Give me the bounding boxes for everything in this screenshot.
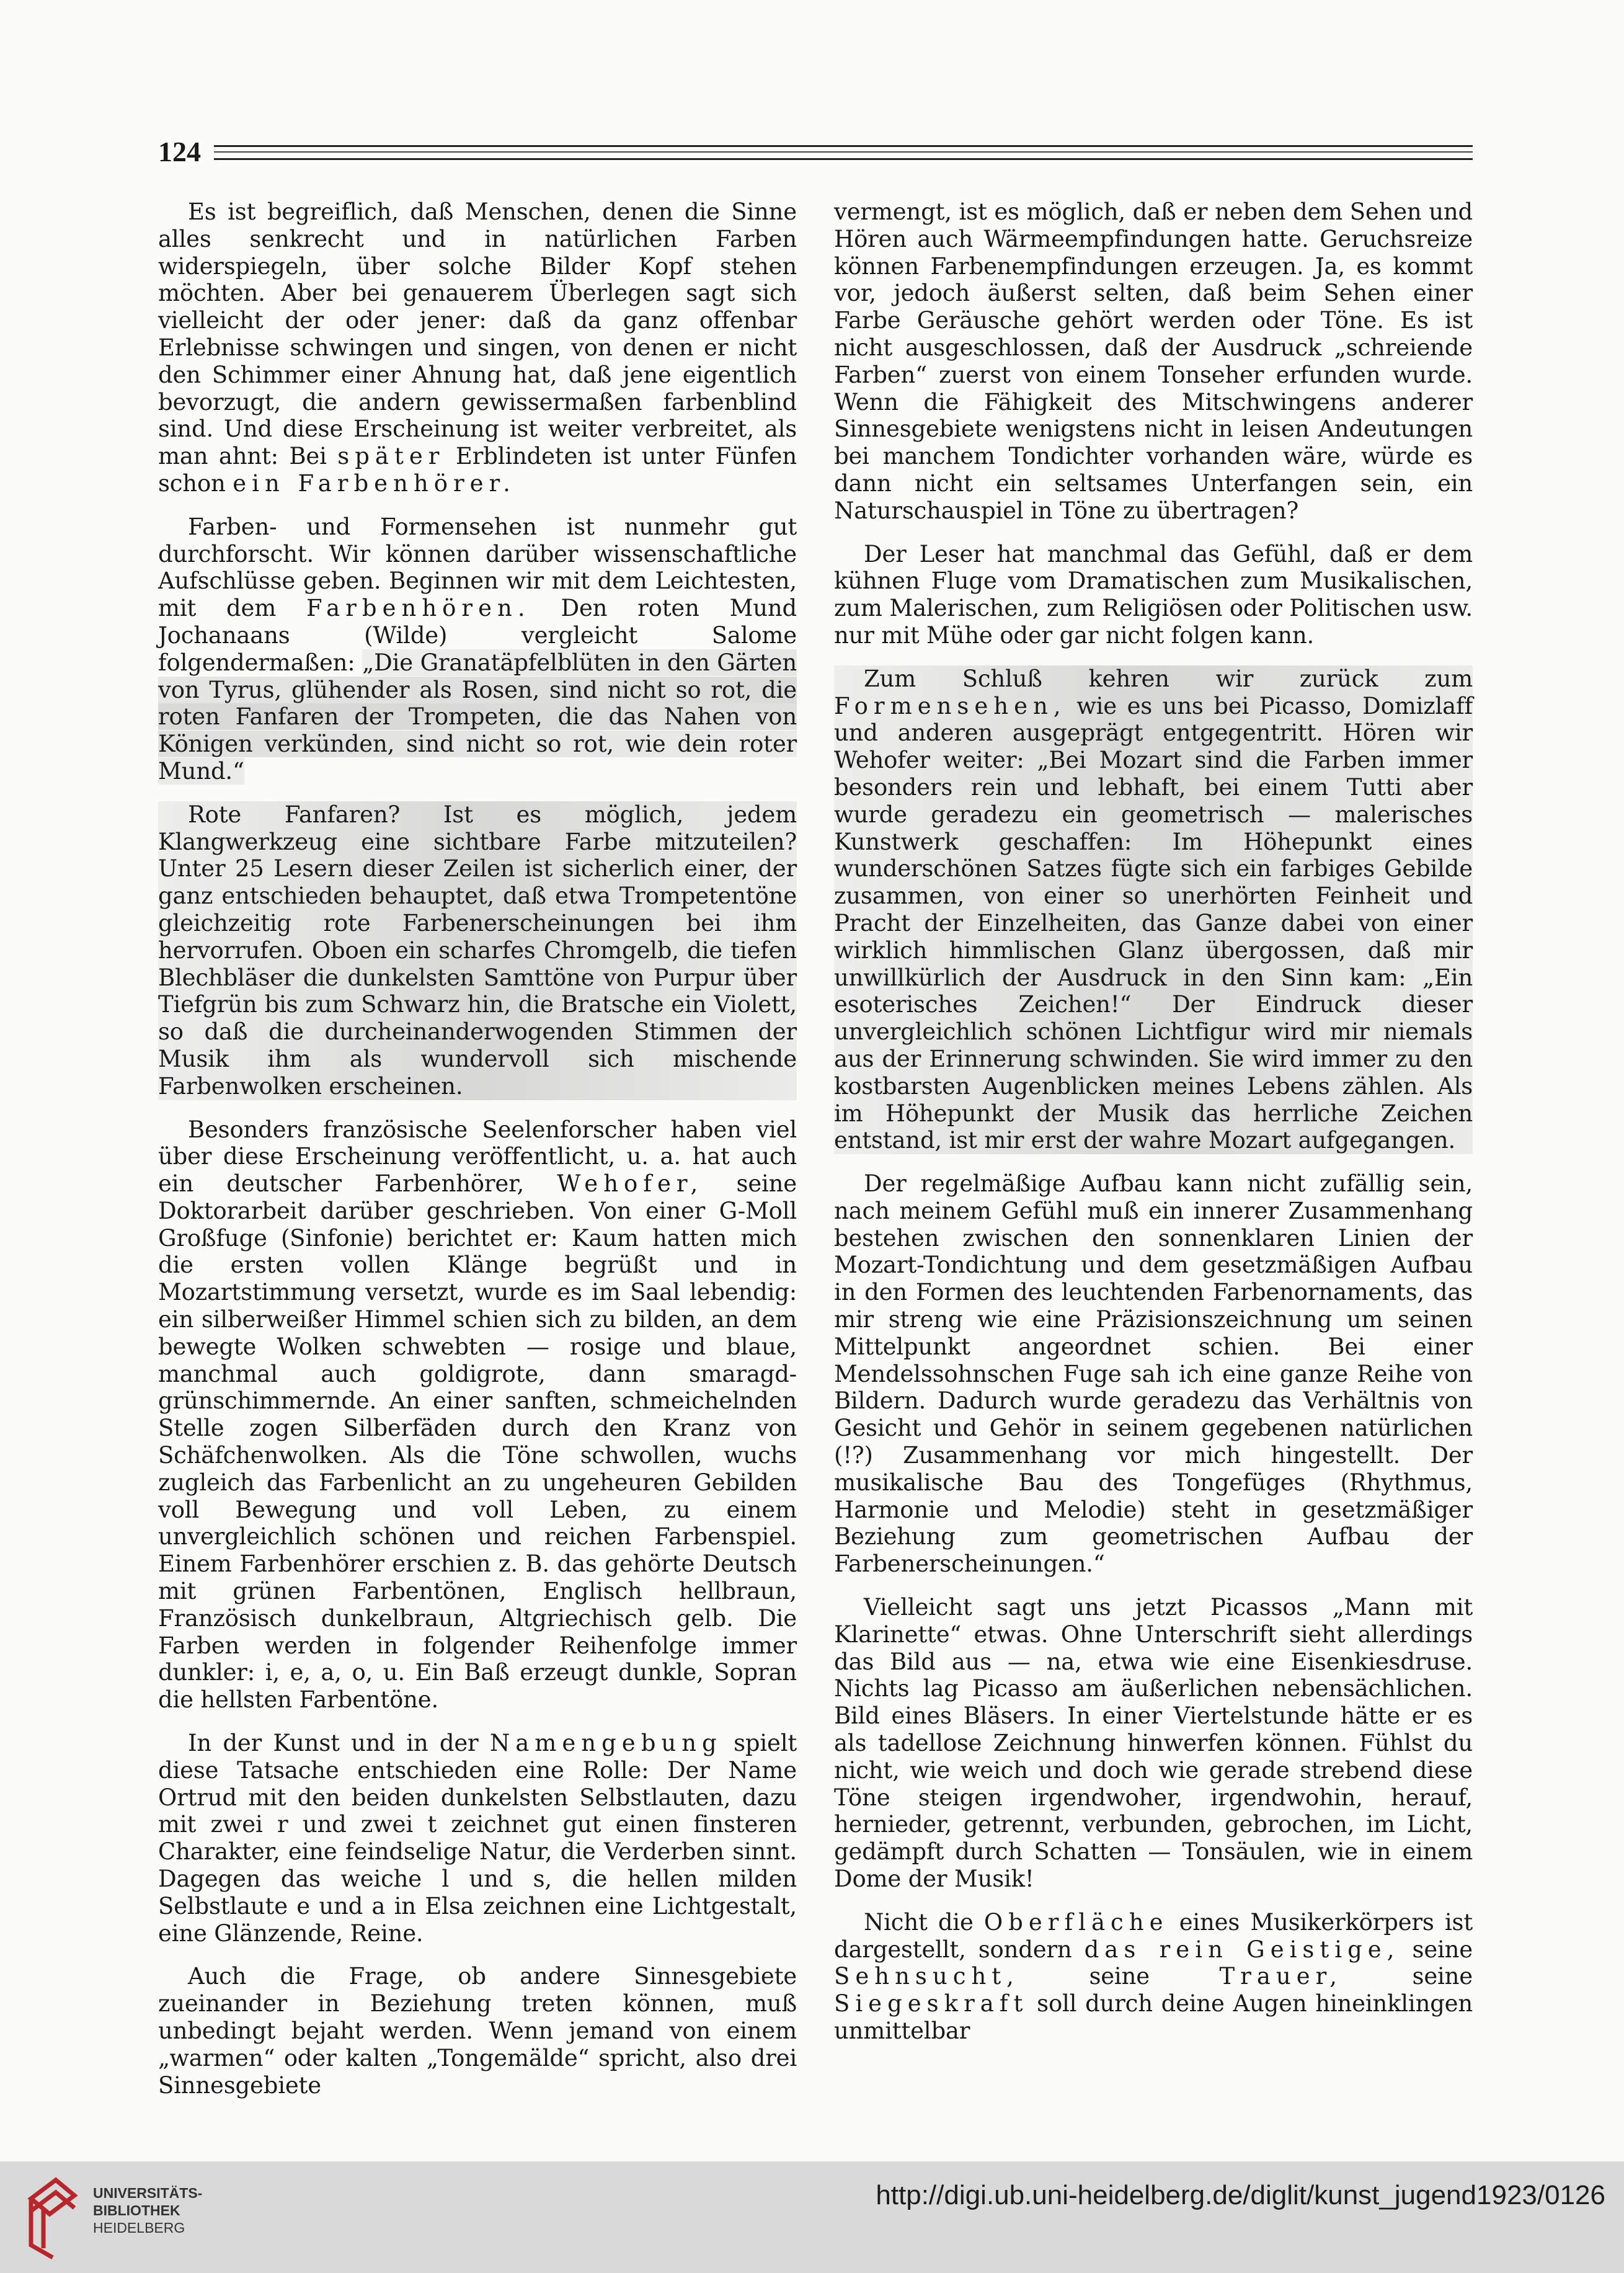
text-run: Besonders französische Seelenforscher haben viel über diese Erscheinung veröffentlicht, u. a. hat auch ein deutscher Farbenhörer,	[158, 1116, 797, 1198]
right-paragraph-6	[834, 1909, 1473, 2045]
text-run: eines Musikerkörpers ist dargestellt, sondern	[834, 1908, 1473, 1963]
text-run: seine Doktorarbeit darüber geschrieben. Von einer G-Moll Großfuge (Sinfonie) berichtet er: Kaum hatten mich die ersten vollen Klänge begrüßt und in Mozartstimmung versetzt, wurde es im Saal lebendig: ein silberweißer Himmel schien sich zu bilden, an dem bewegte Wolken schwebten — rosige und blaue, manchmal auch goldigrote, dann smaragd-grünschimmernde. An einer sanften, schmeichelnden Stelle zogen Silberfäden durch den Kranz von Schäfchenwolken. Als die Töne schwollen, wuchs zugleich das Farbenlicht an zu ungeheuren Gebilden voll Bewegung und voll Leben, zu einem unvergleichlich schönen und reichen Farbenspiel. Einem Farbenhörer erschien z. B. das gehörte Deutsch mit grünen Farbentönen, Englisch hellbraun, Französisch dunkelbraun, Altgriechisch gelb. Die Farben werden in folgender Reihenfolge immer dunkler: i, e, a, o, u. Ein Baß erzeugt dunkle, Sopran die hellsten Farbentöne.	[158, 1170, 797, 1714]
left-paragraph-1	[158, 198, 797, 497]
right-paragraph-4: Der regelmäßige Aufbau kann nicht zufällig sein, nach meinem Gefühl muß ein innerer Zusammenhang bestehen zwischen den sonnenklaren Linien der Mozart-Tondichtung und dem gesetzmäßigen Aufbau in den Formen des leuchtenden Farbenornaments, das mir streng wie eine Präzisionszeichnung um seinen Mittelpunkt angeordnet schien. Bei einer Mendelssohnschen Fuge sah ich eine ganze Reihe von Bildern. Dadurch wurde geradezu das Verhältnis von Gesicht und Gehör in seinem gegebenen natürlichen (!?) Zusammenhang vor mich hingestellt. Der musikalische Bau des Tongefüges (Rhythmus, Harmonie und Melodie) steht in gesetzmäßiger Beziehung zum geometrischen Aufbau der Farbenerscheinungen.“	[834, 1170, 1473, 1578]
text-run: Nicht die	[864, 1908, 974, 1936]
header-rule	[214, 145, 1473, 160]
left-paragraph-5	[158, 1730, 797, 1947]
spaced-emphasis: ein Farbenhörer.	[233, 469, 516, 497]
library-name-line-3: HEIDELBERG	[93, 2220, 185, 2236]
text-run: Es ist begreiflich, daß Menschen, denen die Sinne alles senkrecht und in natürlichen Farben widerspiegeln, über solche Bilder Kopf stehen möchten. Aber bei genauerem Überlegen sagt sich vielleicht der oder jener: daß da ganz offenbar Erlebnisse schwingen und singen, von denen er nicht den Schimmer einer Ahnung hat, daß jene eigentlich bevorzugt, die andern gewissermaßen farbenblind sind. Und diese Erscheinung ist weiter verbreitet, als man ahnt: Bei	[158, 198, 797, 470]
right-paragraph-3	[834, 665, 1473, 1154]
page-header	[158, 136, 1473, 167]
spaced-emphasis: das rein Geistige,	[1084, 1936, 1400, 1963]
text-run: wie es uns bei Picasso, Domizlaff und anderen ausgeprägt entgegentritt. Hören wir Wehofer weiter: „Bei Mozart sind die Farben immer besonders rein und lebhaft, bei einem Tutti aber wurde geradezu ein geometrisch — malerisches Kunstwerk geschaffen: Im Höhepunkt eines wunderschönen Satzes fügte sich ein farbiges Gebilde zusammen, von einer so unerhörten Feinheit und Pracht der Einzelheiten, das Ganze dabei von einer wirklich himmlischen Glanz übergossen, daß mir unwillkürlich der Ausdruck in den Sinn kam: „Ein esoterisches Zeichen!“ Der Eindruck dieser unvergleichlich schönen Lichtfigur wird mir niemals aus der Erinnerung schwinden. Sie wird immer zu den kostbarsten Augenblicken meines Lebens zählen. Als im Höhepunkt der Musik das herrliche Zeichen entstand, ist mir erst der wahre Mozart aufgegangen.	[834, 692, 1473, 1154]
text-run: soll durch deine Augen hineinklingen unmittelbar	[834, 1990, 1473, 2044]
spaced-emphasis: Sehnsucht,	[834, 1963, 1019, 1990]
left-paragraph-4	[158, 1116, 797, 1714]
spaced-emphasis: Siegeskraft	[834, 1990, 1029, 2017]
salome-quote: „Die Granatäpfelblüten in den Gärten von Tyrus, glühender als Rosen, sind nicht so rot, die roten Fanfaren der Trompeten, die das Nahen von Königen verkünden, sind nicht so rot, wie dein roter Mund.“	[158, 649, 797, 785]
text-run: Zum Schluß kehren wir zurück zum	[864, 665, 1473, 692]
text-run: Den roten Mund Jochanaans (Wilde) vergleicht Salome folgendermaßen:	[158, 595, 797, 676]
library-name-line-1: UNIVERSITÄTS-	[93, 2185, 203, 2201]
text-run: In der Kunst und in der	[188, 1730, 479, 1757]
page-number: 124	[158, 136, 201, 167]
heidelberg-library-logo-icon	[19, 2174, 87, 2261]
text-run: seine	[1412, 1936, 1473, 1963]
library-name-line-2: BIBLIOTHEK	[93, 2202, 180, 2218]
left-paragraph-3: Rote Fanfaren? Ist es möglich, jedem Klangwerkzeug eine sichtbare Farbe mitzuteilen? Unter 25 Lesern dieser Zeilen ist sicherlich einer, der ganz entschieden behauptet, daß etwa Trompetentöne gleichzeitig rote Farbenerscheinungen bei ihm hervorrufen. Oboen ein scharfes Chromgelb, die tiefen Blechbläser die dunkelsten Samttöne von Purpur über Tiefgrün bis zum Schwarz hin, die Bratsche ein Violett, so daß die durcheinanderwogenden Stimmen der Musik ihm als wundervoll sich mischende Farbenwolken erscheinen.	[158, 801, 797, 1100]
text-run: spielt diese Tatsache entschieden eine Rolle: Der Name Ortrud mit den beiden dunkelsten Selbstlauten, dazu mit zwei r und zwei t zeichnet gut einen finsteren Charakter, eine feindselige Natur, die Verderben sinnt. Dagegen das weiche l und s, die hellen milden Selbstlaute e und a in Elsa zeichnen eine Lichtgestalt, eine Glänzende, Reine.	[158, 1730, 797, 1947]
right-paragraph-5: Vielleicht sagt uns jetzt Picassos „Mann mit Klarinette“ etwas. Ohne Unterschrift sieht allerdings das Bild aus — na, etwa wie eine Eisenkiesdruse. Nichts lag Picasso am äußerlichen nebensächlichen. Bild eines Bläsers. In einer Viertelstunde hätte er es als tadellose Zeichnung hinwerfen können. Fühlst du nicht, wie weich und doch wie gerade strebend diese Töne steigen irgendwoher, irgendwohin, herauf, hernieder, getrennt, verbunden, gebrochen, im Licht, gedämpft durch Schatten — Tonsäulen, wie in einem Dome der Musik!	[834, 1594, 1473, 1893]
library-name	[93, 2184, 202, 2236]
text-run: Farben- und Formensehen ist nunmehr gut durchforscht. Wir können darüber wissenschaftliche Aufschlüsse geben. Beginnen wir mit dem Leichtesten, mit dem	[158, 513, 797, 622]
spaced-emphasis: Farbenhören.	[306, 595, 531, 622]
left-column	[158, 198, 797, 2099]
text-run: seine	[1089, 1963, 1150, 1990]
left-paragraph-2	[158, 514, 797, 785]
text-run: Erblindeten ist unter Fünfen schon	[158, 443, 797, 497]
spaced-emphasis: Formensehen,	[834, 692, 1067, 719]
footer-bar	[0, 2161, 1624, 2273]
right-paragraph-2: Der Leser hat manchmal das Gefühl, daß er dem kühnen Fluge vom Dramatischen zum Musikalischen, zum Malerischen, zum Religiösen oder Politischen usw. nur mit Mühe oder gar nicht folgen kann.	[834, 540, 1473, 649]
source-url[interactable]: http://digi.ub.uni-heidelberg.de/diglit/kunst_jugend1923/0126	[876, 2180, 1605, 2210]
spaced-emphasis: Wehofer,	[557, 1170, 704, 1198]
spaced-emphasis: Oberfläche	[983, 1908, 1169, 1936]
right-paragraph-1: vermengt, ist es möglich, daß er neben dem Sehen und Hören auch Wärmeempfindungen hatte. Geruchsreize können Farbenempfindungen erzeugen. Ja, es kommt vor, jedoch äußerst selten, daß beim Sehen einer Farbe Geräusche gehört werden oder Töne. Es ist nicht ausgeschlossen, daß der Ausdruck „schreiende Farben“ zuerst von einem Tonseher erfunden wurde. Wenn die Fähigkeit des Mitschwingens anderer Sinnesgebiete wenigstens nicht in leisen Andeutungen bei manchem Tondichter vorhanden wäre, würde es dann nicht ein seltsames Unterfangen sein, ein Naturschauspiel in Töne zu übertragen?	[834, 198, 1473, 524]
spaced-emphasis: Namengebung	[489, 1730, 722, 1757]
right-column	[834, 198, 1473, 2044]
spaced-emphasis: später	[337, 443, 445, 470]
text-run: seine	[1412, 1963, 1473, 1990]
left-paragraph-6: Auch die Frage, ob andere Sinnesgebiete zueinander in Beziehung treten können, muß unbedingt bejaht werden. Wenn jemand von einem „warmen“ oder kalten „Tongemälde“ spricht, also drei Sinnesgebiete	[158, 1963, 797, 2099]
spaced-emphasis: Trauer,	[1219, 1963, 1342, 1990]
